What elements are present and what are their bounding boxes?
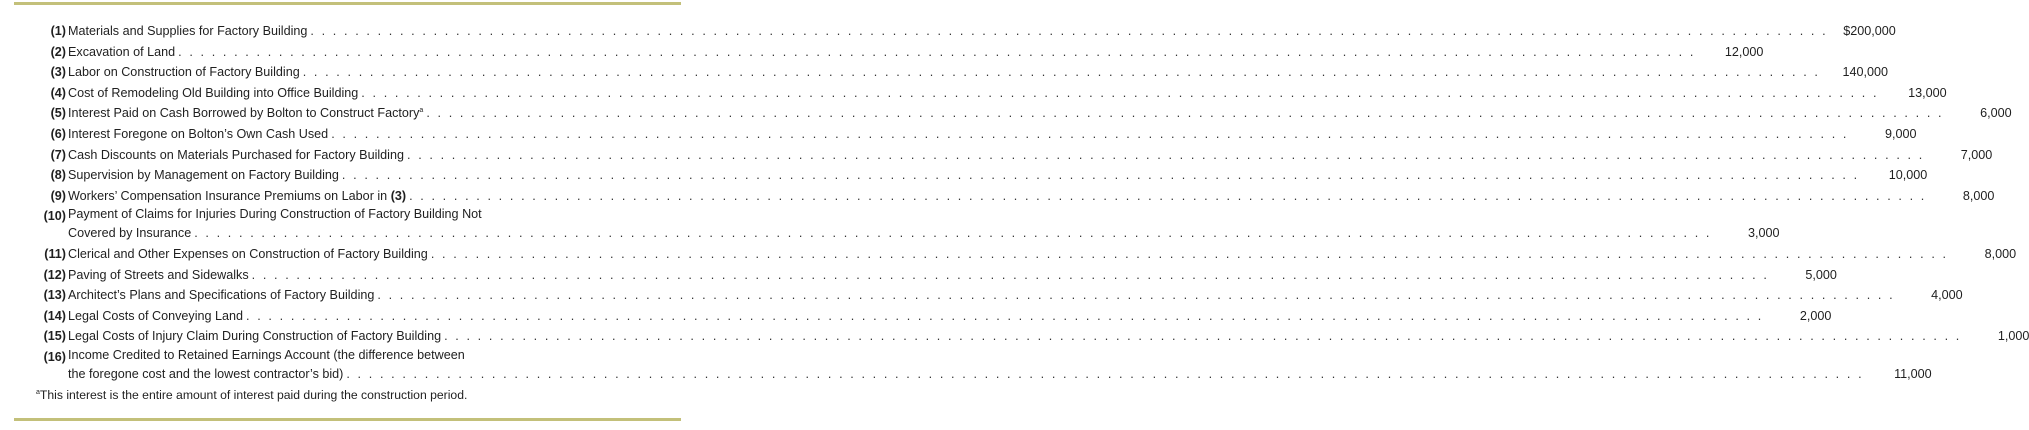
item-text <box>68 244 428 265</box>
item-description <box>68 42 1705 63</box>
table-row <box>36 244 2017 265</box>
dot-leader: . . . . . . . . . . . . . . . . . . . . . . . . . . . . . . . . . . . . . . . . . . . . . . . . . . . . . . . . . . . . . . . . . . . . . . . . . . . . . . . . . . . . . . . . . . . . . . . . . . . . . . . . . . . . . . . . . . . . . . . . . . . . . . . . . . . . . . . . <box>346 366 1864 381</box>
item-number: (16) <box>43 349 66 364</box>
item-text-content: Paving of Streets and Sidewalks <box>68 267 249 282</box>
item-amount: 10,000 <box>1888 168 1928 183</box>
dot-leader: . . . . . . . . . . . . . . . . . . . . . . . . . . . . . . . . . . . . . . . . . . . . . . . . . . . . . . . . . . . . . . . . . . . . . . . . . . . . . . . . . . . . . . . . . . . . . . . . . . . . . . . . . . . . . . . . . . . . . . . . . . . . . . . . . . . . . . . . <box>178 44 1696 59</box>
table-row <box>36 62 1889 83</box>
item-amount: 9,000 <box>1884 126 1917 141</box>
table-row <box>36 265 1837 286</box>
item-amount: 13,000 <box>1908 85 1947 100</box>
item-text <box>68 103 423 124</box>
item-number: (1) <box>50 24 66 38</box>
item-text-content: Labor on Construction of Factory Building <box>68 65 300 80</box>
footnote-text: This interest is the entire amount of interest paid during the construction period. <box>39 388 468 402</box>
item-number: (6) <box>50 126 66 141</box>
table-row <box>36 285 1963 306</box>
footnote-mark: a <box>36 389 40 396</box>
top-rule <box>14 2 681 5</box>
item-text-content: Payment of Claims for Injuries During Construction of Factory Building Not <box>68 207 482 222</box>
table-row <box>36 83 1947 104</box>
item-description <box>68 62 1830 83</box>
item-amount: 8,000 <box>1962 188 1995 203</box>
item-text <box>68 206 482 223</box>
item-text <box>68 42 175 63</box>
dot-leader: . . . . . . . . . . . . . . . . . . . . . . . . . . . . . . . . . . . . . . . . . . . . . . . . . . . . . . . . . . . . . . . . . . . . . . . . . . . . . . . . . . . . . . . . . . . . . . . . . . . . . . . . . . . . . . . . . . . . . . . . . . . . . . . . . . . . . . . . <box>251 267 1769 282</box>
table-row <box>36 21 1896 42</box>
item-number: (15) <box>43 329 66 344</box>
item-amount: 11,000 <box>1894 366 1932 381</box>
item-number: (12) <box>43 267 66 282</box>
table-row <box>36 347 1932 385</box>
item-amount: 7,000 <box>1960 147 1993 162</box>
item-text <box>68 186 406 207</box>
item-description <box>68 145 1934 166</box>
dot-leader: . . . . . . . . . . . . . . . . . . . . . . . . . . . . . . . . . . . . . . . . . . . . . . . . . . . . . . . . . . . . . . . . . . . . . . . . . . . . . . . . . . . . . . . . . . . . . . . . . . . . . . . . . . . . . . . . . . . . . . . . . . . . . . . . . . . . . . . . <box>407 147 1925 162</box>
item-text <box>68 364 343 385</box>
item-text <box>68 326 441 347</box>
item-description <box>68 244 1958 265</box>
item-amount: $200,000 <box>1843 24 1896 38</box>
item-description <box>68 124 1859 145</box>
item-description <box>68 103 1954 124</box>
table-row <box>36 186 1995 207</box>
item-description <box>68 83 1889 104</box>
item-number: (4) <box>50 85 66 100</box>
item-description <box>68 206 1722 244</box>
cost-items-table <box>36 21 2029 385</box>
item-text <box>68 62 300 83</box>
item-amount: 8,000 <box>1984 246 2017 261</box>
item-amount: 1,000 <box>1997 329 2029 344</box>
item-number: (7) <box>50 147 66 162</box>
item-text-content: Excavation of Land <box>68 44 176 59</box>
item-text-content: Cost of Remodeling Old Building into Office Building <box>68 85 359 100</box>
dot-leader: . . . . . . . . . . . . . . . . . . . . . . . . . . . . . . . . . . . . . . . . . . . . . . . . . . . . . . . . . . . . . . . . . . . . . . . . . . . . . . . . . . . . . . . . . . . . . . . . . . . . . . . . . . . . . . . . . . . . . . . . . . . . . . . . . . . . . . . . <box>341 168 1860 183</box>
item-description <box>68 326 1971 347</box>
item-text-content: Legal Costs of Injury Claim During Construction of Factory Building <box>68 329 442 344</box>
item-text-content: Supervision by Management on Factory Building <box>68 168 339 183</box>
item-text <box>68 306 243 327</box>
table-row <box>36 145 1993 166</box>
item-text-content: Cash Discounts on Materials Purchased for Factory Building <box>68 147 404 162</box>
item-text <box>68 165 339 186</box>
dot-leader: . . . . . . . . . . . . . . . . . . . . . . . . . . . . . . . . . . . . . . . . . . . . . . . . . . . . . . . . . . . . . . . . . . . . . . . . . . . . . . . . . . . . . . . . . . . . . . . . . . . . . . . . . . . . . . . . . . . . . . . . . . . . . . . . . . . . . . . . <box>361 85 1879 100</box>
item-text <box>68 21 307 42</box>
item-description <box>68 186 1936 207</box>
item-text <box>68 145 404 166</box>
item-text-content: Interest Foregone on Bolton’s Own Cash Used <box>68 126 329 141</box>
item-text-content: Clerical and Other Expenses on Construction of Factory Building <box>68 246 428 261</box>
item-number: (5) <box>50 106 66 121</box>
table-row <box>36 42 1764 63</box>
dot-leader: . . . . . . . . . . . . . . . . . . . . . . . . . . . . . . . . . . . . . . . . . . . . . . . . . . . . . . . . . . . . . . . . . . . . . . . . . . . . . . . . . . . . . . . . . . . . . . . . . . . . . . . . . . . . . . . . . . . . . . . . . . . . . . . . . . . . . . . . <box>194 226 1712 241</box>
item-text-content: Interest Paid on Cash Borrowed by Bolton to Construct Factory <box>68 106 420 121</box>
item-number: (14) <box>43 308 66 323</box>
dot-leader: . . . . . . . . . . . . . . . . . . . . . . . . . . . . . . . . . . . . . . . . . . . . . . . . . . . . . . . . . . . . . . . . . . . . . . . . . . . . . . . . . . . . . . . . . . . . . . . . . . . . . . . . . . . . . . . . . . . . . . . . . . . . . . . . . . . . . . . . <box>377 288 1895 303</box>
item-number: (10) <box>43 209 66 224</box>
footnote <box>36 388 467 402</box>
footnote-reference: a <box>419 107 424 115</box>
item-text-content: Covered by Insurance <box>68 226 192 241</box>
item-description <box>68 21 1838 42</box>
dot-leader: . . . . . . . . . . . . . . . . . . . . . . . . . . . . . . . . . . . . . . . . . . . . . . . . . . . . . . . . . . . . . . . . . . . . . . . . . . . . . . . . . . . . . . . . . . . . . . . . . . . . . . . . . . . . . . . . . . . . . . . . . . . . . . . . . . . . . . . . <box>331 126 1849 141</box>
item-text <box>68 223 191 244</box>
dot-leader: . . . . . . . . . . . . . . . . . . . . . . . . . . . . . . . . . . . . . . . . . . . . . . . . . . . . . . . . . . . . . . . . . . . . . . . . . . . . . . . . . . . . . . . . . . . . . . . . . . . . . . . . . . . . . . . . . . . . . . . . . . . . . . . . . . . . . . . . <box>302 65 1821 80</box>
item-amount: 6,000 <box>1980 106 2012 121</box>
item-number: (9) <box>50 188 66 203</box>
item-number: (11) <box>44 246 66 261</box>
item-text-content: Income Credited to Retained Earnings Account (the difference between <box>68 347 465 362</box>
dot-leader: . . . . . . . . . . . . . . . . . . . . . . . . . . . . . . . . . . . . . . . . . . . . . . . . . . . . . . . . . . . . . . . . . . . . . . . . . . . . . . . . . . . . . . . . . . . . . . . . . . . . . . . . . . . . . . . . . . . . . . . . . . . . . . . . . . . . . . . . <box>409 188 1927 203</box>
item-description <box>68 265 1779 286</box>
item-number: (3) <box>50 65 66 80</box>
table-row <box>36 124 1917 145</box>
bottom-rule <box>14 418 681 421</box>
item-text <box>68 83 358 104</box>
item-number: (8) <box>50 168 66 183</box>
item-number: (2) <box>50 44 66 59</box>
table-row <box>36 326 2029 347</box>
item-amount: 5,000 <box>1805 267 1837 282</box>
item-amount: 140,000 <box>1842 65 1889 80</box>
table-row <box>36 206 1780 244</box>
item-amount: 4,000 <box>1931 288 1963 303</box>
item-number: (13) <box>43 288 66 303</box>
item-text-content: the foregone cost and the lowest contractor’s bid) <box>68 366 344 381</box>
dot-leader: . . . . . . . . . . . . . . . . . . . . . . . . . . . . . . . . . . . . . . . . . . . . . . . . . . . . . . . . . . . . . . . . . . . . . . . . . . . . . . . . . . . . . . . . . . . . . . . . . . . . . . . . . . . . . . . . . . . . . . . . . . . . . . . . . . . . . . . . <box>426 106 1944 121</box>
table-row <box>36 165 1928 186</box>
table-row <box>36 103 2012 124</box>
item-amount: 12,000 <box>1724 44 1764 59</box>
item-text <box>68 124 328 145</box>
item-description <box>68 347 1874 385</box>
item-amount: 2,000 <box>1799 308 1832 323</box>
item-text <box>68 347 465 364</box>
item-description <box>68 165 1869 186</box>
item-text-content: Materials and Supplies for Factory Building <box>68 24 308 38</box>
dot-leader: . . . . . . . . . . . . . . . . . . . . . . . . . . . . . . . . . . . . . . . . . . . . . . . . . . . . . . . . . . . . . . . . . . . . . . . . . . . . . . . . . . . . . . . . . . . . . . . . . . . . . . . . . . . . . . . . . . . . . . . . . . . . . . . . . . . . . . . . <box>246 308 1764 323</box>
item-text <box>68 285 374 306</box>
dot-leader: . . . . . . . . . . . . . . . . . . . . . . . . . . . . . . . . . . . . . . . . . . . . . . . . . . . . . . . . . . . . . . . . . . . . . . . . . . . . . . . . . . . . . . . . . . . . . . . . . . . . . . . . . . . . . . . . . . . . . . . . . . . . . . . . . . . . . . . . <box>444 329 1962 344</box>
item-description <box>68 285 1905 306</box>
item-text-reference: (3) <box>390 188 407 203</box>
table-row <box>36 306 1832 327</box>
item-text-content: Architect’s Plans and Specifications of Factory Building <box>68 288 375 303</box>
item-text-content: Legal Costs of Conveying Land <box>68 308 244 323</box>
dot-leader: . . . . . . . . . . . . . . . . . . . . . . . . . . . . . . . . . . . . . . . . . . . . . . . . . . . . . . . . . . . . . . . . . . . . . . . . . . . . . . . . . . . . . . . . . . . . . . . . . . . . . . . . . . . . . . . . . . . . . . . . . . . . . . . . . . . . . . . . <box>310 24 1828 38</box>
item-text <box>68 265 249 286</box>
item-text-content: Workers’ Compensation Insurance Premiums on Labor in <box>68 188 391 203</box>
item-description <box>68 306 1773 327</box>
item-amount: 3,000 <box>1748 226 1780 241</box>
dot-leader: . . . . . . . . . . . . . . . . . . . . . . . . . . . . . . . . . . . . . . . . . . . . . . . . . . . . . . . . . . . . . . . . . . . . . . . . . . . . . . . . . . . . . . . . . . . . . . . . . . . . . . . . . . . . . . . . . . . . . . . . . . . . . . . . . . . . . . . . <box>430 246 1949 261</box>
